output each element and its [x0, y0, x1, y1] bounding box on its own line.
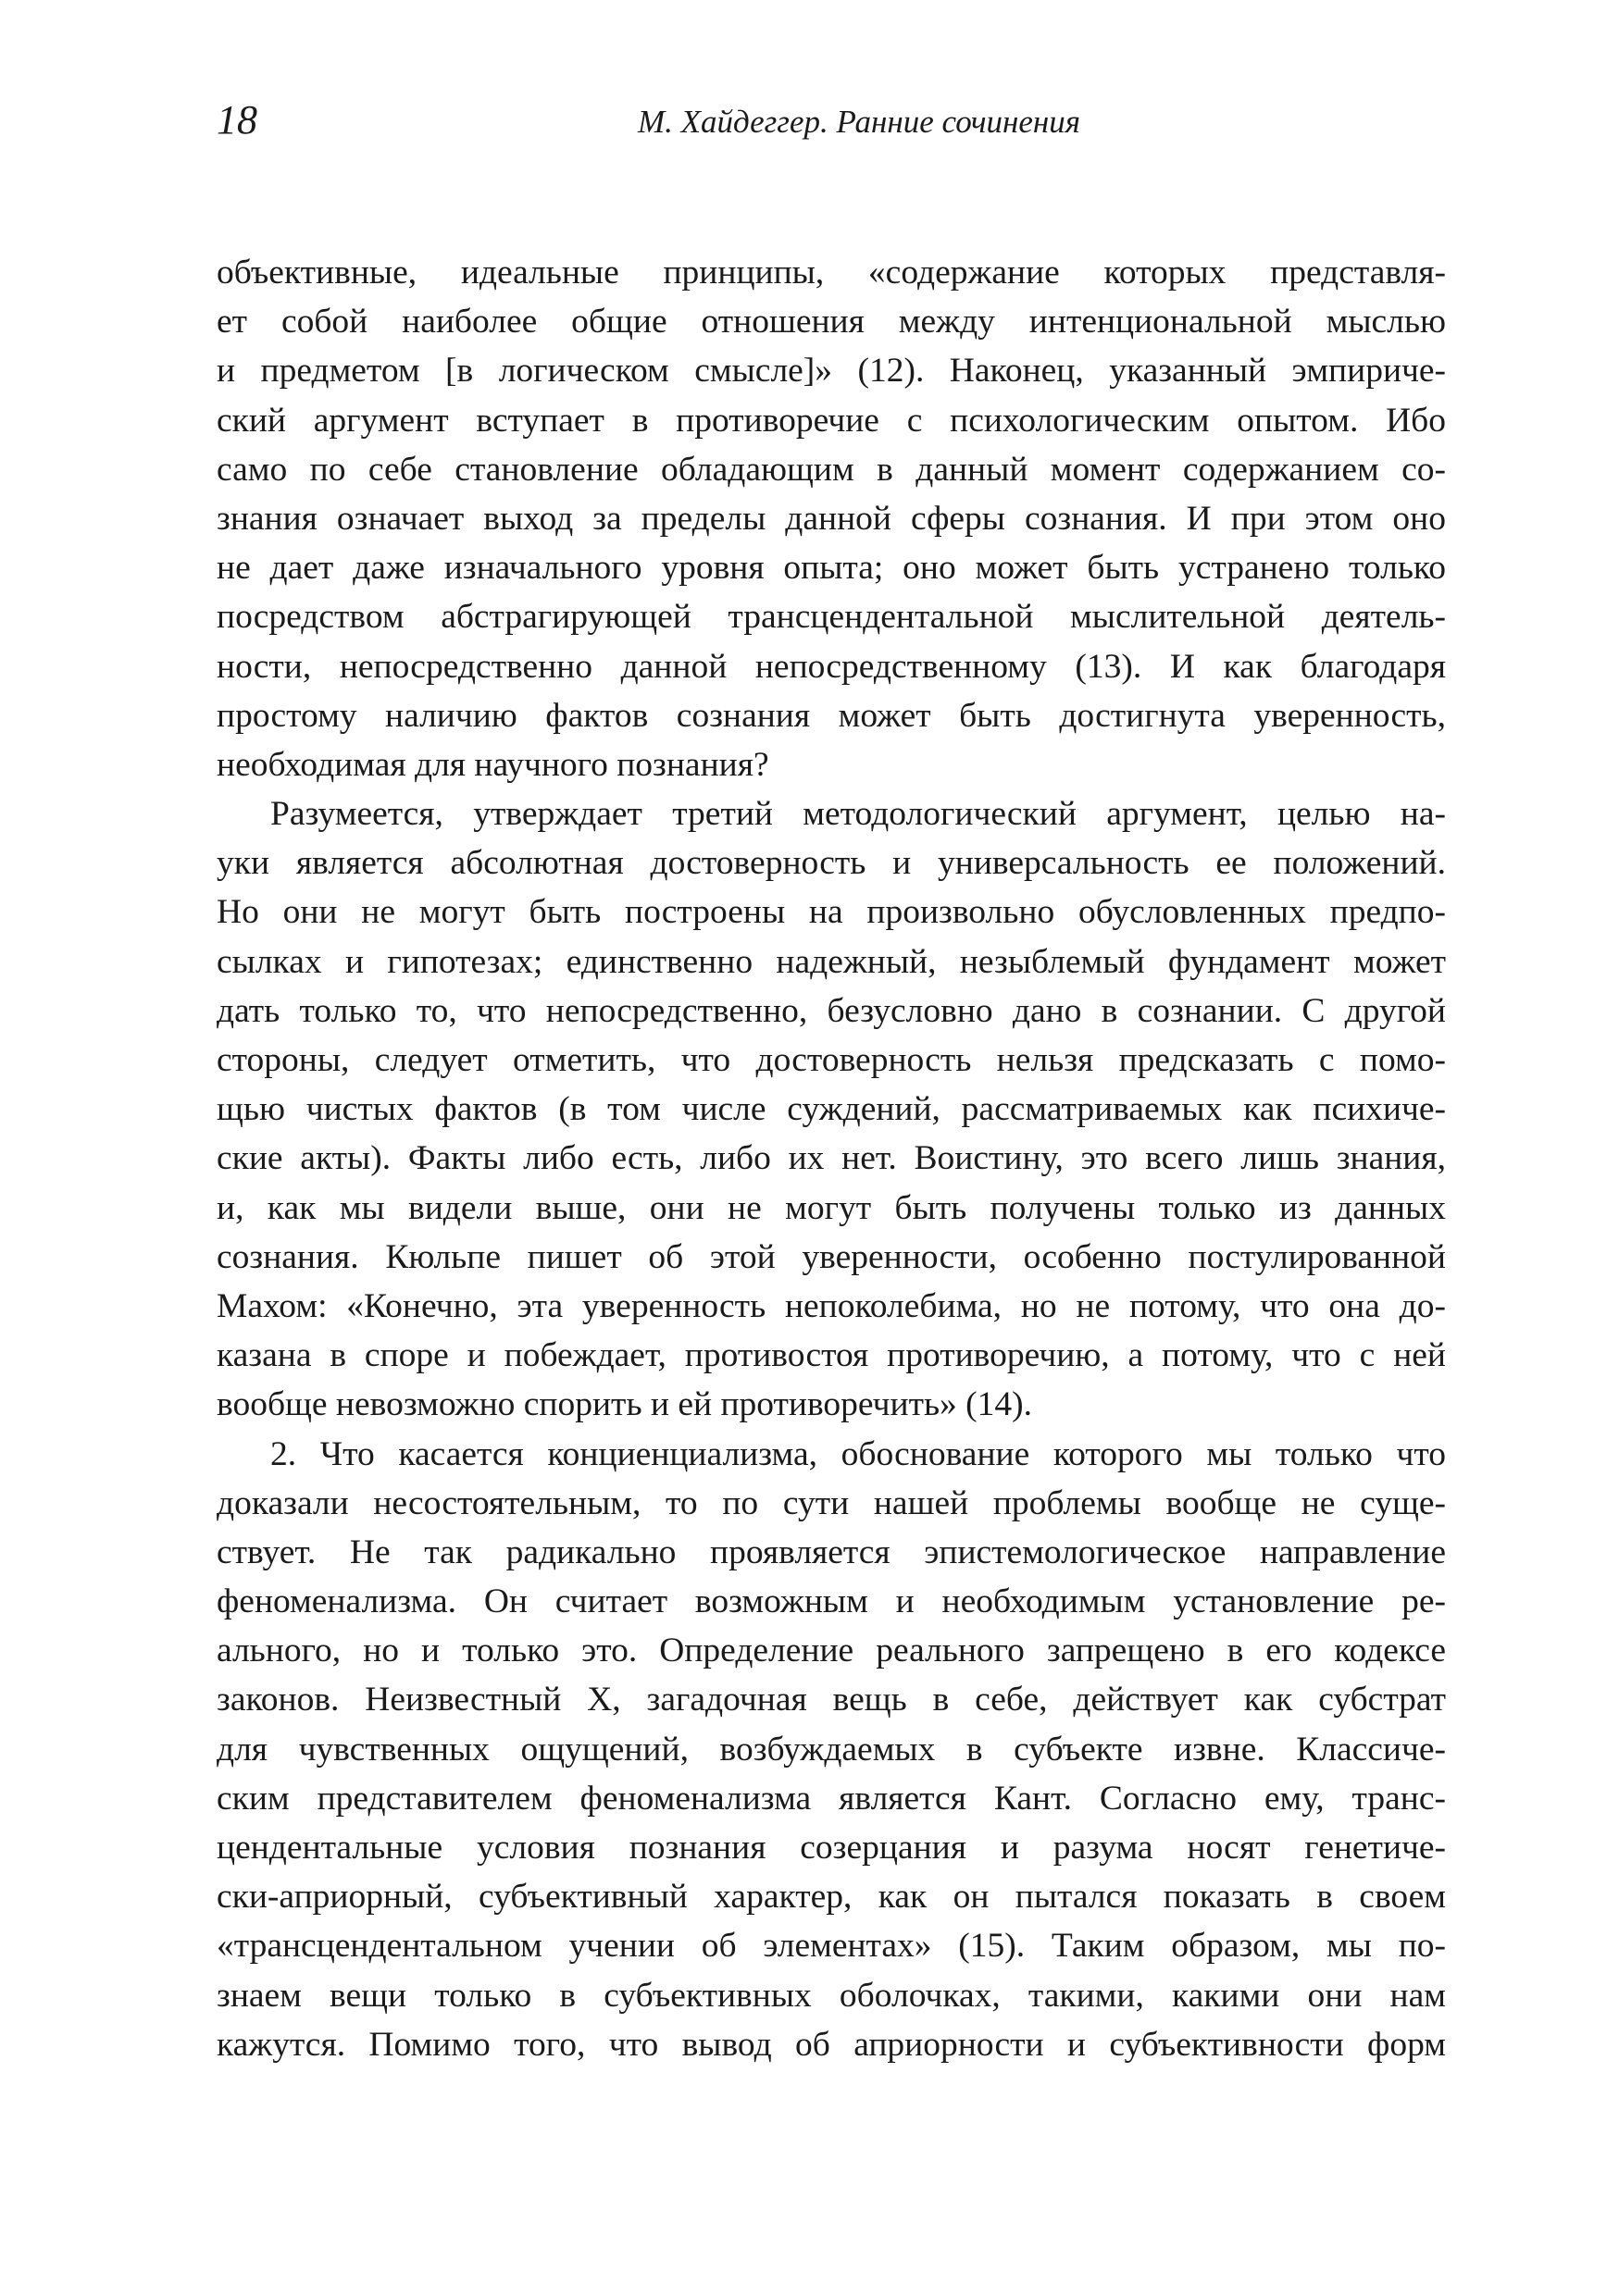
text-line: ального, но и только это. Определение реального запрещено в его кодексе	[217, 1632, 1446, 1670]
text-line: феноменализма. Он считает возможным и необходимым установление ре-	[217, 1582, 1446, 1621]
text-line: объективные, идеальные принципы, «содержание которых представля-	[217, 254, 1446, 292]
text-line: необходимая для научного познания?	[217, 745, 769, 784]
text-line: Махом: «Конечно, эта уверенность непоколебима, но не потому, что она до-	[217, 1286, 1446, 1325]
text-line: Но они не могут быть построены на произвольно обусловленных предпо-	[217, 893, 1446, 932]
text-line: простому наличию фактов сознания может быть достигнута уверенность,	[217, 696, 1446, 735]
body-text	[217, 248, 1446, 2069]
text-line: казана в споре и побеждает, противостоя противоречию, а потому, что с ней	[217, 1336, 1446, 1375]
paragraph	[217, 1430, 1446, 2069]
paragraph	[217, 789, 1446, 1429]
text-line: щью чистых фактов (в том числе суждений, рассматриваемых как психиче-	[217, 1090, 1446, 1129]
running-title: М. Хайдеггер. Ранние сочинения	[637, 104, 1081, 140]
text-line: знаем вещи только в субъективных оболочках, такими, какими они нам	[217, 1976, 1446, 2015]
text-line: ности, непосредственно данной непосредственному (13). И как благодаря	[217, 647, 1446, 686]
text-line: не дает даже изначального уровня опыта; оно может быть устранено только	[217, 549, 1446, 588]
text-line: «трансцендентальном учении об элементах» (15). Таким образом, мы по-	[217, 1927, 1446, 1966]
text-line: ски-априорный, субъективный характер, как он пытался показать в своем	[217, 1878, 1446, 1917]
text-line: ские акты). Факты либо есть, либо их нет. Воистину, это всего лишь знания,	[217, 1139, 1446, 1178]
text-line: цендентальные условия познания созерцания и разума носят генетиче-	[217, 1829, 1446, 1867]
text-line: сылках и гипотезах; единственно надежный, незыблемый фундамент может	[217, 942, 1446, 981]
text-line: сознания. Кюльпе пишет об этой уверенности, особенно постулированной	[217, 1237, 1446, 1276]
text-line: ствует. Не так радикально проявляется эпистемологическое направление	[217, 1533, 1446, 1571]
text-line: доказали несостоятельным, то по сути нашей проблемы вообще не суще-	[217, 1483, 1446, 1522]
running-head	[217, 93, 1446, 148]
text-line: посредством абстрагирующей трансцендентальной мыслительной деятель-	[217, 598, 1446, 637]
paragraph	[217, 248, 1446, 789]
page-number: 18	[217, 97, 257, 143]
text-line: ский аргумент вступает в противоречие с психологическим опытом. Ибо	[217, 401, 1446, 440]
text-line: само по себе становление обладающим в данный момент содержанием со-	[217, 450, 1446, 489]
text-line: вообще невозможно спорить и ей противоречить» (14).	[217, 1385, 1033, 1424]
text-line: ет собой наиболее общие отношения между интенциональной мыслью	[217, 303, 1446, 341]
text-line: кажутся. Помимо того, что вывод об априорности и субъективности форм	[217, 2025, 1446, 2064]
text-line: для чувственных ощущений, возбуждаемых в субъекте извне. Классиче-	[217, 1730, 1446, 1769]
text-line: дать только то, что непосредственно, безусловно дано в сознании. С другой	[217, 991, 1446, 1030]
text-line: законов. Неизвестный X, загадочная вещь в себе, действует как субстрат	[217, 1681, 1446, 1719]
text-line: Разумеется, утверждает третий методологический аргумент, целью на-	[270, 795, 1446, 834]
text-line: ским представителем феноменализма является Кант. Согласно ему, транс-	[217, 1779, 1446, 1818]
text-line: и предметом [в логическом смысле]» (12). Наконец, указанный эмпириче-	[217, 352, 1446, 391]
text-line: знания означает выход за пределы данной сферы сознания. И при этом оно	[217, 499, 1446, 538]
text-line: и, как мы видели выше, они не могут быть получены только из данных	[217, 1188, 1446, 1227]
text-line: стороны, следует отметить, что достоверность нельзя предсказать с помо-	[217, 1041, 1446, 1079]
text-line: уки является абсолютная достоверность и универсальность ее положений.	[217, 844, 1446, 883]
text-line: 2. Что касается конциенциализма, обоснование которого мы только что	[270, 1434, 1446, 1473]
